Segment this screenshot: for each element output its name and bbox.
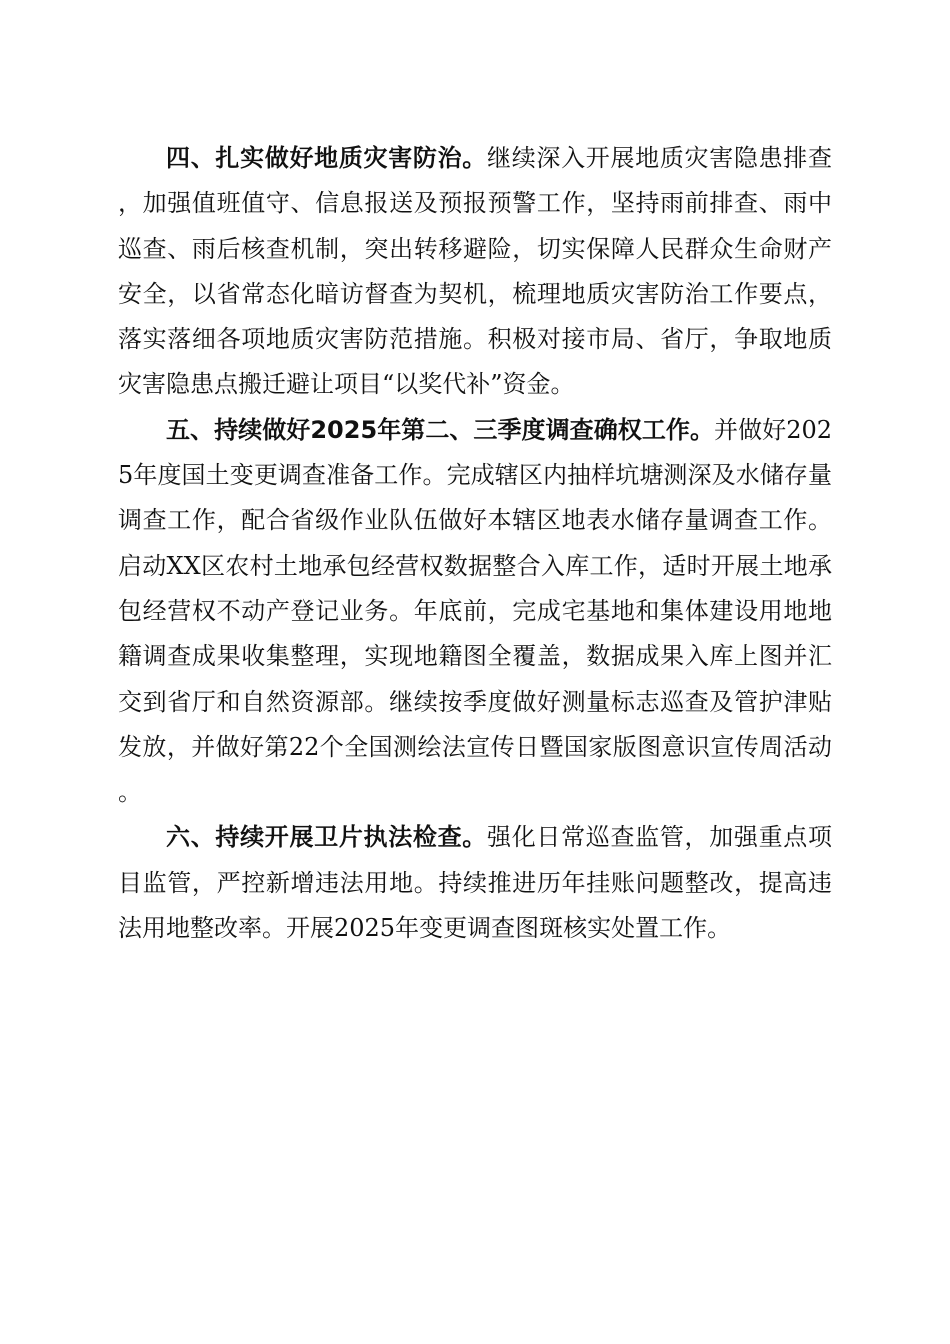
paragraph-heading: 五、持续做好2025年第二、三季度调查确权工作。 xyxy=(166,415,715,444)
paragraph-heading: 六、持续开展卫片执法检查。 xyxy=(166,823,487,852)
document-body xyxy=(118,136,832,951)
paragraph-text: 并做好2025年度国土变更调查准备工作。完成辖区内抽样坑塘测深及水储存量调查工作，配合省级作业队伍做好本辖区地表水储存量调查工作。启动XX区农村土地承包经营权数据整合入库工作，适时开展土地承包经营权不动产登记业务。年底前，完成宅基地和集体建设用地地籍调查成果收集整理，实现地籍图全覆盖，数据成果入库上图并汇交到省厅和自然资源部。继续按季度做好测量标志巡查及管护津贴发放，并做好第22个全国测绘法宣传日暨国家版图意识宣传周活动。 xyxy=(118,415,832,807)
paragraph-text: 继续深入开展地质灾害隐患排查，加强值班值守、信息报送及预报预警工作，坚持雨前排查、雨中巡查、雨后核查机制，突出转移避险，切实保障人民群众生命财产安全，以省常态化暗访督查为契机，梳理地质灾害防治工作要点，落实落细各项地质灾害防范措施。积极对接市局、省厅，争取地质灾害隐患点搬迁避让项目“以奖代补”资金。 xyxy=(118,144,832,399)
paragraph-satellite-enforcement xyxy=(118,815,832,951)
paragraph-geological-disaster xyxy=(118,136,832,408)
paragraph-text: 强化日常巡查监管，加强重点项目监管，严控新增违法用地。持续推进历年挂账问题整改，提高违法用地整改率。开展2025年变更调查图斑核实处置工作。 xyxy=(118,823,832,943)
paragraph-survey-rights xyxy=(118,408,832,816)
paragraph-heading: 四、扎实做好地质灾害防治。 xyxy=(166,144,487,172)
